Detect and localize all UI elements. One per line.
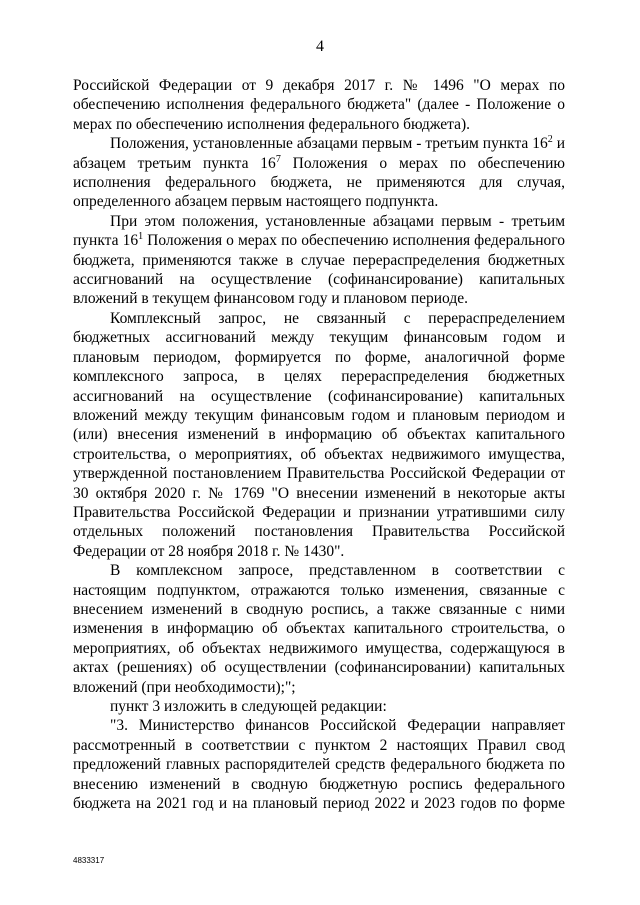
superscript: 2	[547, 134, 553, 146]
paragraph	[73, 561, 565, 697]
paragraph	[73, 716, 565, 813]
superscript: 1	[138, 231, 144, 243]
paragraph	[73, 212, 565, 309]
paragraph-text: пункт 3 изложить в следующей редакции:	[110, 698, 387, 715]
paragraph-text: и абзацем третьим пункта 16	[73, 135, 566, 172]
superscript: 7	[275, 153, 281, 165]
document-code: 4833317	[73, 856, 105, 865]
paragraph	[73, 76, 565, 134]
paragraph-text: В комплексном запросе, представленном в соответствии с настоящим подпунктом, отражаются только изменения, связанные с внесением изменений в сводную роспись, а также связанные с ними изменения в информацию об объектах капитального строительства, о мероприятиях, об объектах недвижимого имущества, содержащуюся в актах (решениях) об осуществлении (софинансировании) капитальных вложений (при необходимости);";	[73, 562, 565, 696]
paragraph	[73, 697, 565, 716]
paragraph-text: Российской Федерации от 9 декабря 2017 г. № 1496 "О мерах по обеспечению исполнения федерального бюджета" (далее - Положение о мерах по обеспечению исполнения федерального бюджета).	[73, 77, 565, 133]
page-number: 4	[316, 38, 324, 55]
paragraph-text: При этом положения, установленные абзацами первым - третьим пункта 16	[73, 212, 565, 250]
paragraph-text: Положения о мерах по обеспечению исполнения федерального бюджета, применяются также в случае перераспределения бюджетных ассигнований на осуществление (софинансирование) капитальных вложений в текущем финансовом году и плановом периоде.	[73, 232, 565, 308]
paragraph-text: Комплексный запрос, не связанный с перераспределением бюджетных ассигнований между текущим финансовым годом и плановым периодом, формируется по форме, аналогичной форме комплексного запроса, в целях перераспределения бюджетных ассигнований на осуществление (софинансирование) капитальных вложений между текущим финансовым годом и плановым периодом и (или) внесения изменений в информацию об объектах капитального строительства, о мероприятиях, об объектах недвижимого имущества, утвержденной постановлением Правительства Российской Федерации от 30 октября 2020 г. № 1769 "О внесении изменений в некоторые акты Правительства Российской Федерации и признании утратившими силу отдельных положений постановления Правительства Российской Федерации от 28 ноября 2018 г. № 1430".	[73, 309, 565, 560]
paragraph	[73, 309, 565, 561]
paragraph-text: Положения о мерах по обеспечению исполнения федерального бюджета, не применяются для случая, определенного абзацем первым настоящего подпункта.	[73, 154, 565, 211]
paragraph-text: "3. Министерство финансов Российской Федерации направляет рассмотренный в соответствии с пунктом 2 настоящих Правил свод предложений главных распорядителей средств федерального бюджета по внесению изменений в сводную бюджетную роспись федерального бюджета на 2021 год и на плановый период 2022 и 2023 годов по форме	[73, 717, 565, 813]
document-body	[73, 76, 565, 813]
paragraph	[73, 134, 565, 212]
paragraph-text: Положения, установленные абзацами первым - третьим пункта 16	[110, 135, 548, 153]
